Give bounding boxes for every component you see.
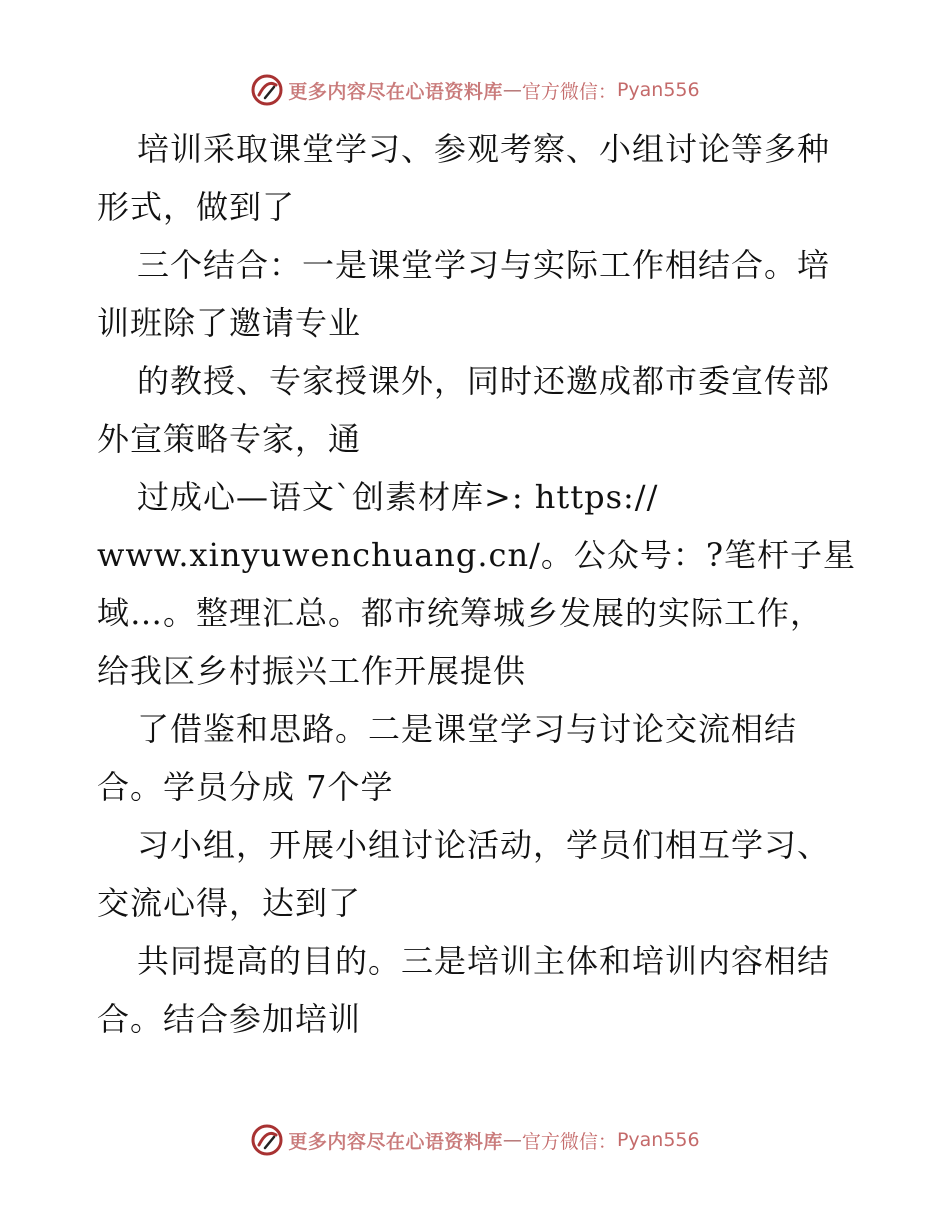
watermark-wechat-label: 官方微信： [521, 80, 617, 103]
text-line: 过成心—语文`创素材库>: https:// [137, 478, 659, 516]
text-line: www.xinyuwenchuang.cn/。公众号：?笔杆子星 [97, 536, 857, 574]
header-watermark [0, 68, 950, 112]
watermark-wechat-id: Pyan556 [616, 1129, 700, 1151]
brand-logo-icon [250, 73, 284, 107]
document-body [97, 120, 867, 1048]
text-line: 培训采取课堂学习、参观考察、小组讨论等多种 [137, 130, 831, 168]
text-line: 的教授、专家授课外，同时还邀成都市委宣传部 [137, 362, 831, 400]
watermark-separator: — [502, 1129, 522, 1151]
text-line: 域…。整理汇总。都市统筹城乡发展的实际工作， [97, 594, 824, 632]
text-line: 训班除了邀请专业 [97, 304, 362, 342]
watermark-text: 更多内容尽在心语资料库 [288, 1130, 503, 1153]
watermark-separator: — [502, 79, 522, 101]
text-line: 三个结合：一是课堂学习与实际工作相结合。培 [137, 246, 831, 284]
text-line: 合。学员分成 7个学 [97, 768, 394, 806]
brand-logo-icon [250, 1123, 284, 1157]
text-line: 共同提高的目的。三是培训主体和培训内容相结 [137, 942, 831, 980]
text-line: 给我区乡村振兴工作开展提供 [97, 652, 527, 690]
text-line: 习小组，开展小组讨论活动，学员们相互学习、 [137, 826, 831, 864]
text-line: 交流心得，达到了 [97, 884, 362, 922]
watermark-text: 更多内容尽在心语资料库 [288, 80, 503, 103]
watermark-wechat-label: 官方微信： [521, 1130, 617, 1153]
text-line: 外宣策略专家，通 [97, 420, 362, 458]
footer-watermark [0, 1118, 950, 1162]
text-line: 合。结合参加培训 [97, 1000, 362, 1038]
text-line: 形式，做到了 [97, 188, 296, 226]
watermark-wechat-id: Pyan556 [616, 79, 700, 101]
text-line: 了借鉴和思路。二是课堂学习与讨论交流相结 [137, 710, 798, 748]
